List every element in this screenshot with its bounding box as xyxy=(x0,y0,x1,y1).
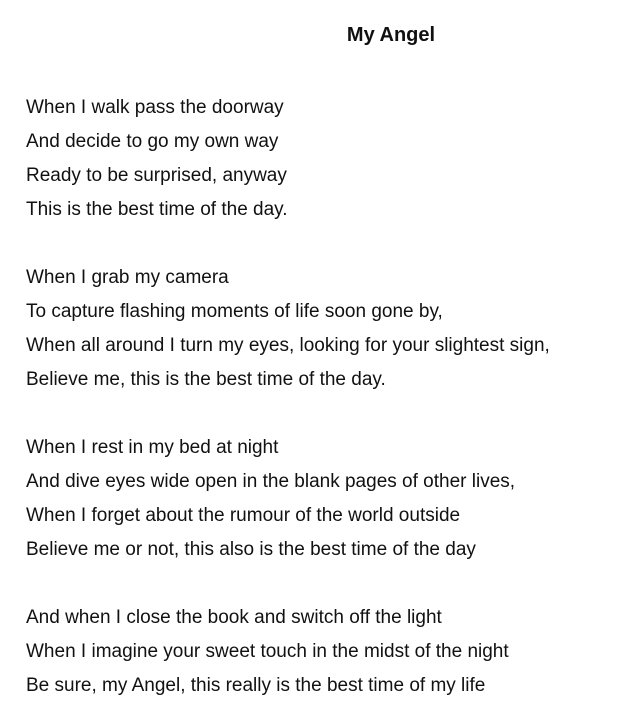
poem-line: Ready to be surprised, anyway xyxy=(26,165,287,186)
poem-title: My Angel xyxy=(346,24,436,46)
poem-line: When I forget about the rumour of the world outside xyxy=(26,505,461,526)
poem-line: Believe me, this is the best time of the day. xyxy=(26,369,386,390)
stanza-3 xyxy=(26,431,632,567)
poem-line: And when I close the book and switch off the light xyxy=(26,607,442,628)
poem-line: And dive eyes wide open in the blank pages of other lives, xyxy=(26,471,516,492)
poem-line: When I grab my camera xyxy=(26,267,229,288)
stanza-4 xyxy=(26,601,632,703)
stanza-1 xyxy=(26,91,632,227)
poem-line: To capture flashing moments of life soon gone by, xyxy=(26,301,443,322)
poem-line: When I rest in my bed at night xyxy=(26,437,279,458)
poem-line: Believe me or not, this also is the best time of the day xyxy=(26,539,476,560)
poem-line: When I walk pass the doorway xyxy=(26,97,284,118)
poem-line: This is the best time of the day. xyxy=(26,199,288,220)
poem-line: And decide to go my own way xyxy=(26,131,279,152)
stanza-2 xyxy=(26,261,632,397)
poem-body xyxy=(26,91,632,703)
poem-line: When all around I turn my eyes, looking for your slightest sign, xyxy=(26,335,550,356)
poem-line: Be sure, my Angel, this really is the best time of my life xyxy=(26,675,486,696)
poem-line: When I imagine your sweet touch in the midst of the night xyxy=(26,641,509,662)
